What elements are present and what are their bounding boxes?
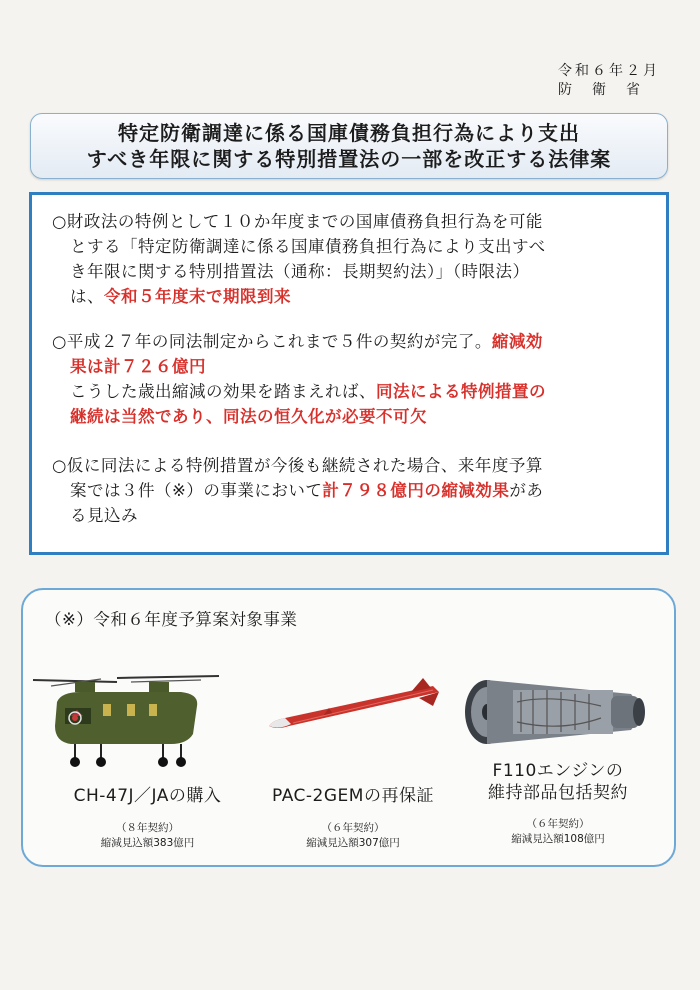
point-2-highlight-b: 同法による特例措置の bbox=[376, 382, 546, 401]
project-f110-contract: （６年契約） bbox=[526, 818, 590, 830]
point-1-line-1: ○財政法の特例として１０か年度までの国庫債務負担行為を可能 bbox=[52, 212, 543, 231]
target-projects-heading: （※）令和６年度予算案対象事業 bbox=[45, 610, 298, 629]
point-2-text-b: こうした歳出縮減の効果を踏まえれば、 bbox=[70, 382, 376, 401]
point-3-line-1: ○仮に同法による特例措置が今後も継続された場合、来年度予算 bbox=[52, 456, 543, 475]
point-2-highlight-a: 縮減効 bbox=[491, 332, 543, 351]
helicopter-icon bbox=[31, 664, 221, 776]
jet-engine-icon bbox=[461, 672, 651, 752]
point-3-line-3: る見込み bbox=[70, 506, 138, 525]
project-f110 bbox=[463, 760, 653, 847]
document-meta bbox=[558, 62, 660, 100]
point-3-line-2 bbox=[52, 478, 652, 503]
point-2-line-2: 果は計７２６億円 bbox=[70, 357, 206, 376]
summary-box bbox=[29, 192, 669, 555]
missile-icon bbox=[263, 676, 463, 736]
point-3-highlight: 計７９８億円の縮減効果 bbox=[322, 481, 510, 500]
point-1-highlight: 令和５年度末で期限到来 bbox=[104, 287, 291, 306]
project-ch47-contract: （８年契約） bbox=[116, 822, 179, 834]
project-f110-savings: 縮減見込額108億円 bbox=[511, 833, 605, 845]
point-2-text: ○平成２７年の同法制定からこれまで５件の契約が完了。 bbox=[52, 332, 492, 351]
point-1-line-2: とする「特定防衛調達に係る国庫債務負担行為により支出すべ bbox=[70, 237, 546, 256]
point-3-text: 案では３件（※）の事業において bbox=[70, 481, 323, 500]
project-ch47 bbox=[45, 785, 250, 851]
target-projects-box bbox=[21, 588, 676, 867]
title-line-1: 特定防衛調達に係る国庫債務負担行為により支出 bbox=[118, 121, 580, 145]
project-f110-name-line-1: F110エンジンの bbox=[492, 761, 624, 781]
title-box bbox=[30, 113, 668, 179]
document-date: 令和６年２月 bbox=[558, 63, 660, 79]
point-1-text: は、 bbox=[70, 287, 104, 306]
title-line-2: すべき年限に関する特別措置法の一部を改正する法律案 bbox=[86, 147, 612, 171]
issuing-ministry: 防 衛 省 bbox=[558, 82, 643, 98]
point-1-line-3: き年限に関する特別措置法（通称：長期契約法）」（時限法） bbox=[70, 262, 530, 281]
project-ch47-savings: 縮減見込額383億円 bbox=[100, 837, 195, 849]
point-2 bbox=[52, 329, 652, 429]
point-3 bbox=[52, 453, 652, 528]
project-pac2gem-savings: 縮減見込額307億円 bbox=[306, 837, 400, 849]
project-pac2gem-name: PAC-2GEMの再保証 bbox=[272, 786, 434, 806]
project-pac2gem-contract: （６年契約） bbox=[321, 822, 385, 834]
project-pac2gem bbox=[253, 785, 453, 851]
point-1 bbox=[52, 209, 652, 309]
project-f110-name-line-2: 維持部品包括契約 bbox=[488, 783, 628, 803]
point-1-line-4 bbox=[52, 284, 652, 309]
point-2-line-3 bbox=[52, 379, 652, 404]
point-2-line-1 bbox=[52, 329, 652, 354]
point-3-text-c: があ bbox=[509, 481, 544, 500]
point-2-line-4: 継続は当然であり、同法の恒久化が必要不可欠 bbox=[70, 407, 427, 426]
project-ch47-name: CH-47J／JAの購入 bbox=[73, 786, 222, 806]
